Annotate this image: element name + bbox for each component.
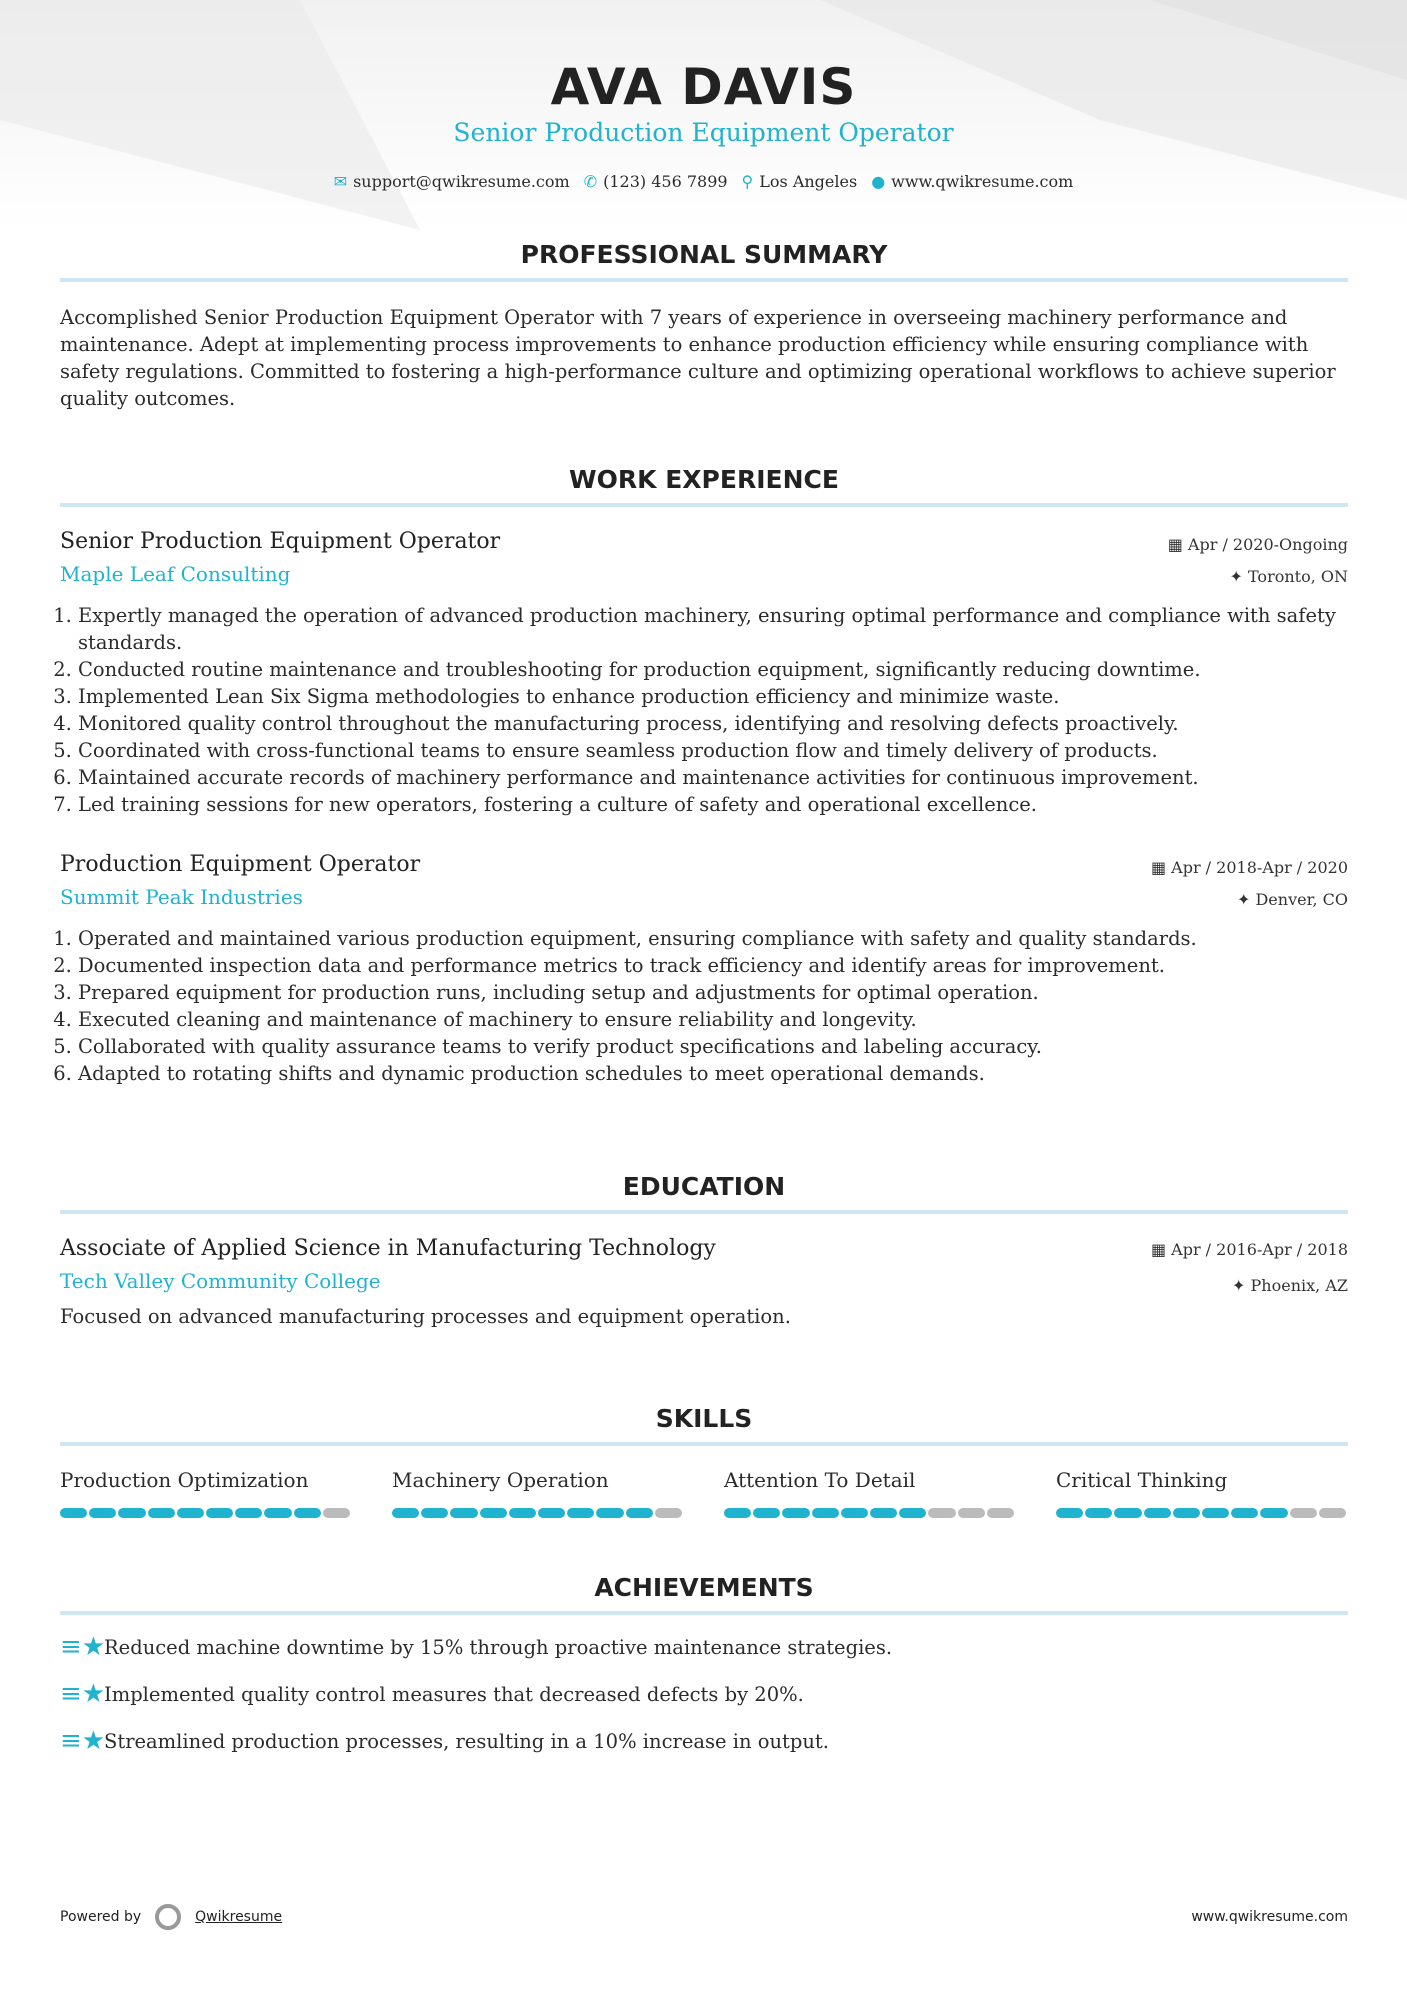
globe-icon: ● [871, 172, 886, 191]
dates-text: Apr / 2016-Apr / 2018 [1171, 1240, 1348, 1259]
rating-segment-filled [1056, 1508, 1083, 1518]
skill-item [60, 1468, 350, 1518]
company-name: Maple Leaf Consulting [60, 562, 291, 586]
bullet: 5. Coordinated with cross-functional teams to ensure seamless production flow and timely delivery of products. [78, 737, 1348, 764]
edu-description: Focused on advanced manufacturing processes and equipment operation. [60, 1305, 791, 1328]
job-bullets [60, 602, 1348, 818]
candidate-name: AVA DAVIS [550, 58, 857, 116]
rating-segment-empty [928, 1508, 955, 1518]
footer-website[interactable]: www.qwikresume.com [1191, 1909, 1348, 1925]
rating-segment-filled [235, 1508, 262, 1518]
rating-segment-filled [1114, 1508, 1141, 1518]
section-heading: EDUCATION [622, 1172, 786, 1201]
dates-text: Apr / 2018-Apr / 2020 [1171, 858, 1348, 877]
rating-segment-filled [724, 1508, 751, 1518]
email-text: support@qwikresume.com [353, 172, 570, 191]
contact-bar [0, 172, 1407, 191]
skill-item [1056, 1468, 1346, 1518]
skill-item [392, 1468, 682, 1518]
rating-segment-filled [753, 1508, 780, 1518]
skill-name: Machinery Operation [392, 1468, 609, 1492]
company-name: Summit Peak Industries [60, 885, 303, 909]
job-location [1237, 890, 1348, 909]
edu-dates [1151, 1240, 1348, 1259]
rating-segment-filled [450, 1508, 477, 1518]
rating-segment-filled [421, 1508, 448, 1518]
bullet: 3. Prepared equipment for production runs, including setup and adjustments for optimal operation. [78, 979, 1348, 1006]
achievement-item [60, 1632, 1348, 1662]
summary-text: Accomplished Senior Production Equipment Operator with 7 years of experience in overseeing machinery performance and maintenance. Adept at implementing process improvements to enhance production efficiency while ensuring compliance with safety regulations. Committed to fostering a high-performance culture and optimizing operational workflows to achieve superior quality outcomes. [60, 306, 1336, 410]
skill-rating-bar [1056, 1508, 1346, 1518]
rating-segment-filled [177, 1508, 204, 1518]
degree: Associate of Applied Science in Manufacturing Technology [60, 1236, 716, 1261]
phone-icon: ✆ [583, 172, 598, 191]
achievement-text: Streamlined production processes, resulting in a 10% increase in output. [104, 1729, 829, 1753]
skills-section [60, 1404, 1348, 1518]
email-contact[interactable] [334, 172, 570, 191]
skill-name: Production Optimization [60, 1468, 309, 1492]
rating-segment-empty [1319, 1508, 1346, 1518]
bullet: 2. Documented inspection data and performance metrics to track efficiency and identify areas for improvement. [78, 952, 1348, 979]
brand-link[interactable]: Qwikresume [195, 1909, 283, 1925]
website-text: www.qwikresume.com [891, 172, 1074, 191]
skill-rating-bar [392, 1508, 682, 1518]
bullet: 2. Conducted routine maintenance and troubleshooting for production equipment, significantly reducing downtime. [78, 656, 1348, 683]
rating-segment-empty [323, 1508, 350, 1518]
email-icon: ✉ [333, 172, 348, 191]
rating-segment-filled [148, 1508, 175, 1518]
achievement-item [60, 1726, 1348, 1756]
rating-segment-filled [567, 1508, 594, 1518]
pin-icon: ✦ [1236, 890, 1256, 909]
job-dates [1168, 535, 1348, 554]
school-name: Tech Valley Community College [60, 1269, 381, 1293]
bullet: 5. Collaborated with quality assurance teams to verify product specifications and labeling accuracy. [78, 1033, 1348, 1060]
experience-section [60, 465, 1348, 1087]
powered-by-label: Powered by [60, 1909, 142, 1925]
rating-segment-filled [626, 1508, 653, 1518]
rating-segment-filled [1202, 1508, 1229, 1518]
star-icon: ≡★ [60, 1726, 106, 1756]
job-dates [1151, 858, 1348, 877]
location-text: Denver, CO [1255, 890, 1348, 909]
job-entry [60, 529, 1348, 818]
job-title: Senior Production Equipment Operator [60, 529, 501, 554]
rating-segment-filled [480, 1508, 507, 1518]
job-bullets [60, 925, 1348, 1087]
section-heading: PROFESSIONAL SUMMARY [520, 240, 888, 269]
skill-name: Critical Thinking [1056, 1468, 1228, 1492]
job-location [1230, 567, 1349, 586]
education-entry [60, 1236, 1348, 1330]
location-text: Phoenix, AZ [1250, 1276, 1348, 1295]
rating-segment-filled [509, 1508, 536, 1518]
rating-segment-filled [294, 1508, 321, 1518]
rating-segment-filled [870, 1508, 897, 1518]
rating-segment-filled [392, 1508, 419, 1518]
bullet: 1. Operated and maintained various production equipment, ensuring compliance with safety and quality standards. [78, 925, 1348, 952]
rating-segment-filled [1260, 1508, 1287, 1518]
star-icon: ≡★ [60, 1679, 106, 1709]
star-icon: ≡★ [60, 1632, 106, 1662]
divider [60, 1210, 1348, 1214]
section-heading: ACHIEVEMENTS [594, 1573, 814, 1602]
education-section [60, 1172, 1348, 1330]
section-heading: WORK EXPERIENCE [569, 465, 839, 494]
rating-segment-filled [812, 1508, 839, 1518]
job-title: Production Equipment Operator [60, 852, 421, 877]
phone-text: (123) 456 7899 [603, 172, 728, 191]
achievement-text: Reduced machine downtime by 15% through proactive maintenance strategies. [104, 1635, 893, 1659]
bullet: 6. Maintained accurate records of machinery performance and maintenance activities for continuous improvement. [78, 764, 1348, 791]
location-contact [742, 172, 858, 191]
rating-segment-filled [538, 1508, 565, 1518]
bullet: 4. Executed cleaning and maintenance of machinery to ensure reliability and longevity. [78, 1006, 1348, 1033]
calendar-icon: ▦ [1167, 535, 1188, 554]
skill-rating-bar [724, 1508, 1014, 1518]
achievement-item [60, 1679, 1348, 1709]
qwikresume-logo-icon [155, 1904, 181, 1930]
bullet: 7. Led training sessions for new operators, fostering a culture of safety and operational excellence. [78, 791, 1348, 818]
bullet: 1. Expertly managed the operation of advanced production machinery, ensuring optimal performance and compliance with safety standards. [78, 602, 1348, 656]
section-heading: SKILLS [655, 1404, 753, 1433]
divider [60, 1442, 1348, 1446]
rating-segment-filled [899, 1508, 926, 1518]
dates-text: Apr / 2020-Ongoing [1187, 535, 1348, 554]
map-pin-icon: ⚲ [741, 172, 754, 191]
rating-segment-filled [782, 1508, 809, 1518]
rating-segment-empty [655, 1508, 682, 1518]
rating-segment-empty [958, 1508, 985, 1518]
rating-segment-filled [264, 1508, 291, 1518]
divider [60, 278, 1348, 282]
bullet: 4. Monitored quality control throughout the manufacturing process, identifying and resolving defects proactively. [78, 710, 1348, 737]
phone-contact [584, 172, 728, 191]
skill-item [724, 1468, 1014, 1518]
rating-segment-filled [60, 1508, 87, 1518]
skill-rating-bar [60, 1508, 350, 1518]
divider [60, 503, 1348, 507]
bullet: 6. Adapted to rotating shifts and dynamic production schedules to meet operational demands. [78, 1060, 1348, 1087]
pin-icon: ✦ [1229, 567, 1248, 586]
website-contact[interactable] [871, 172, 1073, 191]
rating-segment-filled [841, 1508, 868, 1518]
bullet: 3. Implemented Lean Six Sigma methodologies to enhance production efficiency and minimize waste. [78, 683, 1348, 710]
rating-segment-empty [987, 1508, 1014, 1518]
job-entry [60, 852, 1348, 1087]
location-text: Los Angeles [759, 172, 858, 191]
location-text: Toronto, ON [1248, 567, 1348, 586]
rating-segment-filled [1231, 1508, 1258, 1518]
calendar-icon: ▦ [1150, 858, 1172, 877]
pin-icon: ✦ [1232, 1276, 1251, 1295]
skills-list [60, 1468, 1348, 1518]
candidate-title: Senior Production Equipment Operator [453, 118, 954, 147]
rating-segment-filled [206, 1508, 233, 1518]
edu-location [1232, 1276, 1348, 1295]
rating-segment-filled [1173, 1508, 1200, 1518]
rating-segment-filled [1144, 1508, 1171, 1518]
achievement-text: Implemented quality control measures that decreased defects by 20%. [104, 1682, 804, 1706]
rating-segment-filled [118, 1508, 145, 1518]
rating-segment-filled [89, 1508, 116, 1518]
footer [60, 1904, 1348, 1930]
rating-segment-filled [596, 1508, 623, 1518]
skill-name: Attention To Detail [724, 1468, 916, 1492]
summary-section [60, 240, 1348, 412]
achievements-section [60, 1573, 1348, 1756]
rating-segment-empty [1290, 1508, 1317, 1518]
divider [60, 1611, 1348, 1615]
calendar-icon: ▦ [1150, 1240, 1172, 1259]
rating-segment-filled [1085, 1508, 1112, 1518]
